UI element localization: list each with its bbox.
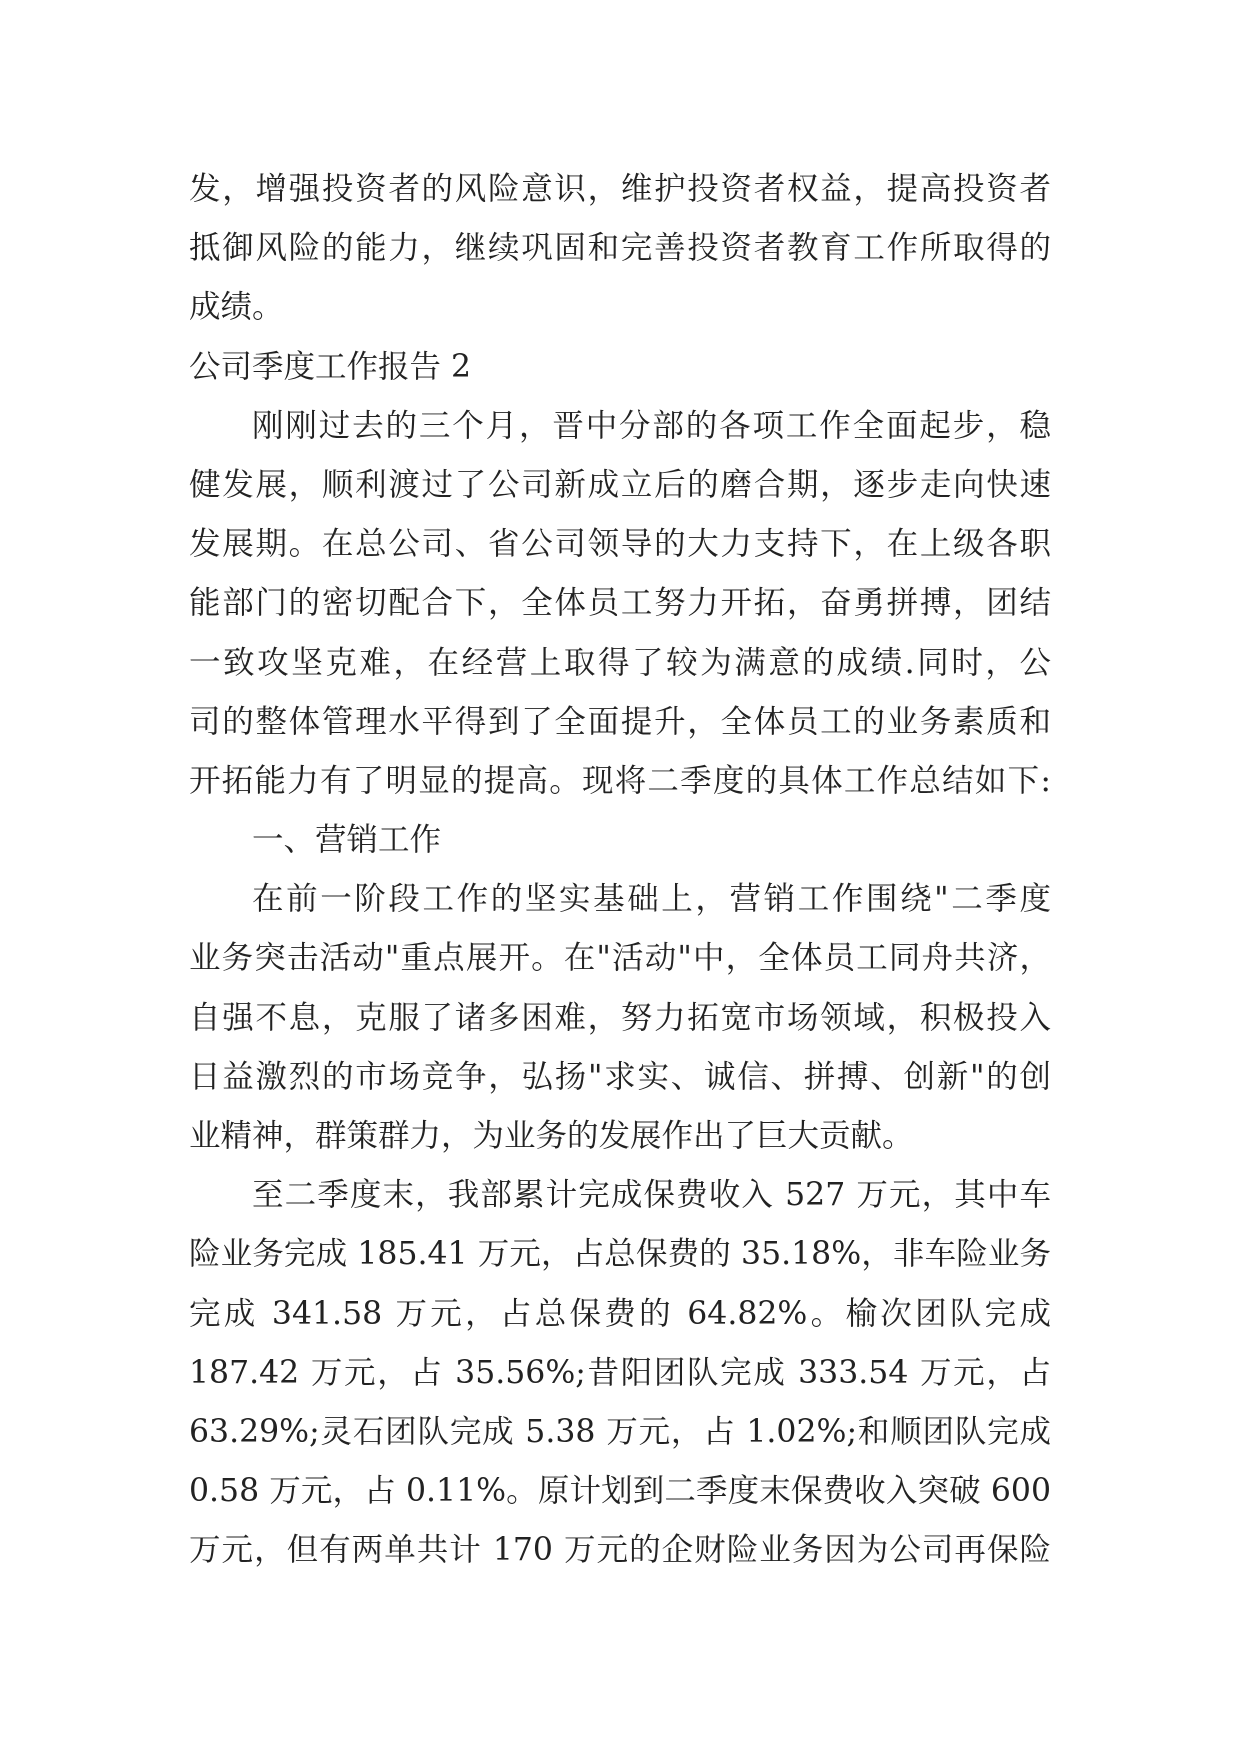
text-line: 一、营销工作 (252, 822, 442, 859)
text-line: 险业务完成 185.41 万元，占总保费的 35.18%，非车险业务 (189, 1236, 1051, 1273)
text-line: 发展期。在总公司、省公司领导的大力支持下，在上级各职 (189, 526, 1051, 563)
text-line: 63.29%;灵石团队完成 5.38 万元，占 1.02%;和顺团队完成 (189, 1413, 1051, 1450)
text-line: 公司季度工作报告 2 (189, 348, 472, 385)
text-line: 在前一阶段工作的坚实基础上，营销工作围绕"二季度 (252, 881, 1051, 918)
text-line: 刚刚过去的三个月，晋中分部的各项工作全面起步，稳 (252, 407, 1051, 444)
text-line: 业精神，群策群力，为业务的发展作出了巨大贡献。 (189, 1118, 914, 1154)
document-body (189, 160, 1051, 1581)
text-line: 187.42 万元，占 35.56%;昔阳团队完成 333.54 万元，占 (189, 1354, 1051, 1391)
text-line: 业务突击活动"重点展开。在"活动"中，全体员工同舟共济， (189, 940, 1051, 977)
text-line: 成绩。 (189, 289, 284, 326)
text-line: 日益激烈的市场竞争，弘扬"求实、诚信、拼搏、创新"的创 (189, 1058, 1051, 1095)
text-line: 至二季度末，我部累计完成保费收入 527 万元，其中车 (252, 1177, 1051, 1214)
text-line: 一致攻坚克难，在经营上取得了较为满意的成绩.同时，公 (189, 644, 1051, 681)
text-line: 健发展，顺利渡过了公司新成立后的磨合期，逐步走向快速 (189, 466, 1051, 503)
text-line: 司的整体管理水平得到了全面提升，全体员工的业务素质和 (189, 703, 1051, 740)
text-line: 万元，但有两单共计 170 万元的企财险业务因为公司再保险 (189, 1532, 1051, 1569)
text-line: 能部门的密切配合下，全体员工努力开拓，奋勇拼搏，团结 (189, 585, 1051, 622)
text-line: 抵御风险的能力，继续巩固和完善投资者教育工作所取得的 (189, 230, 1051, 267)
text-line: 0.58 万元，占 0.11%。原计划到二季度末保费收入突破 600 (189, 1473, 1051, 1510)
text-line: 自强不息，克服了诸多困难，努力拓宽市场领域，积极投入 (189, 999, 1051, 1036)
text-line: 完成 341.58 万元，占总保费的 64.82%。榆次团队完成 (189, 1295, 1051, 1332)
text-line: 开拓能力有了明显的提高。现将二季度的具体工作总结如下: (189, 762, 1051, 799)
text-line: 发，增强投资者的风险意识，维护投资者权益，提高投资者 (189, 171, 1051, 207)
